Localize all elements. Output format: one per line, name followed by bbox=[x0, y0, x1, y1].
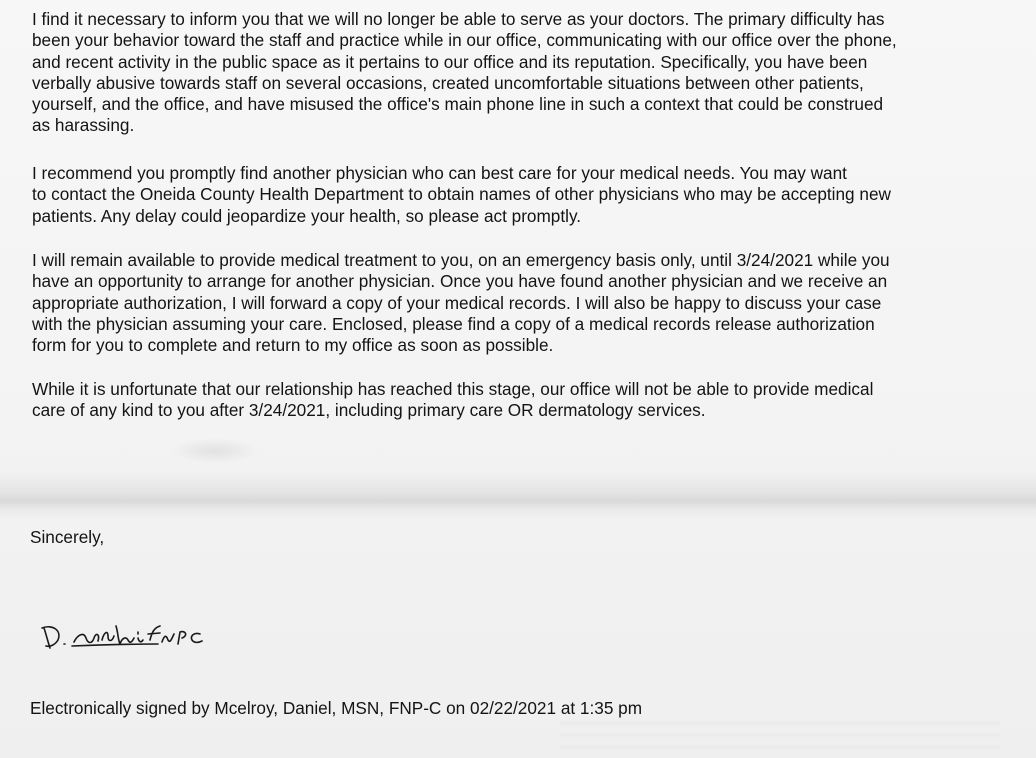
text-line: and recent activity in the public space as it pertains to our office and its reputation. Specifically, you have been bbox=[32, 51, 868, 72]
text-line: yourself, and the office, and have misused the office's main phone line in such a context that could be construed bbox=[32, 94, 884, 115]
paper-smudge bbox=[170, 438, 260, 464]
text-line: verbally abusive towards staff on several occasions, created uncomfortable situations between other patients, bbox=[32, 72, 864, 93]
paragraph-dismissal-reason bbox=[32, 9, 897, 137]
text-line: appropriate authorization, I will forward a copy of your medical records. I will also be happy to discuss your case bbox=[32, 292, 882, 313]
text-line: have an opportunity to arrange for another physician. Once you have found another physician and we receive an bbox=[32, 271, 888, 292]
text-line: form for you to complete and return to my office as soon as possible. bbox=[32, 335, 554, 356]
text-line: with the physician assuming your care. Enclosed, please find a copy of a medical records release authorization bbox=[32, 313, 875, 334]
paragraph-emergency-availability bbox=[32, 250, 890, 356]
text-line: While it is unfortunate that our relationship has reached this stage, our office will not be able to provide medical bbox=[32, 379, 874, 399]
text-line: I will remain available to provide medical treatment to you, on an emergency basis only, until 3/24/2021 while you bbox=[32, 250, 890, 270]
text-line: as harassing. bbox=[32, 115, 135, 136]
bleed-through-text bbox=[560, 722, 1000, 758]
paragraph-termination-notice bbox=[32, 379, 873, 422]
electronic-signature-line: Electronically signed by Mcelroy, Daniel, MSN, FNP-C on 02/22/2021 at 1:35 pm bbox=[30, 698, 643, 718]
closing-salutation: Sincerely, bbox=[30, 527, 105, 547]
text-line: I recommend you promptly find another physician who can best care for your medical needs. You may want bbox=[32, 163, 847, 183]
text-line: I find it necessary to inform you that we will no longer be able to serve as your doctors. The primary difficulty has bbox=[32, 9, 885, 29]
paper-fold-shadow bbox=[0, 470, 1036, 520]
paragraph-find-physician bbox=[32, 163, 891, 227]
text-line: patients. Any delay could jeopardize your health, so please act promptly. bbox=[32, 205, 582, 226]
handwritten-signature bbox=[38, 614, 238, 658]
text-line: to contact the Oneida County Health Department to obtain names of other physicians who may be accepting new bbox=[32, 184, 891, 205]
text-line: care of any kind to you after 3/24/2021, including primary care OR dermatology services. bbox=[32, 400, 706, 421]
text-line: been your behavior toward the staff and practice while in our office, communicating with our office over the phone, bbox=[32, 30, 897, 51]
